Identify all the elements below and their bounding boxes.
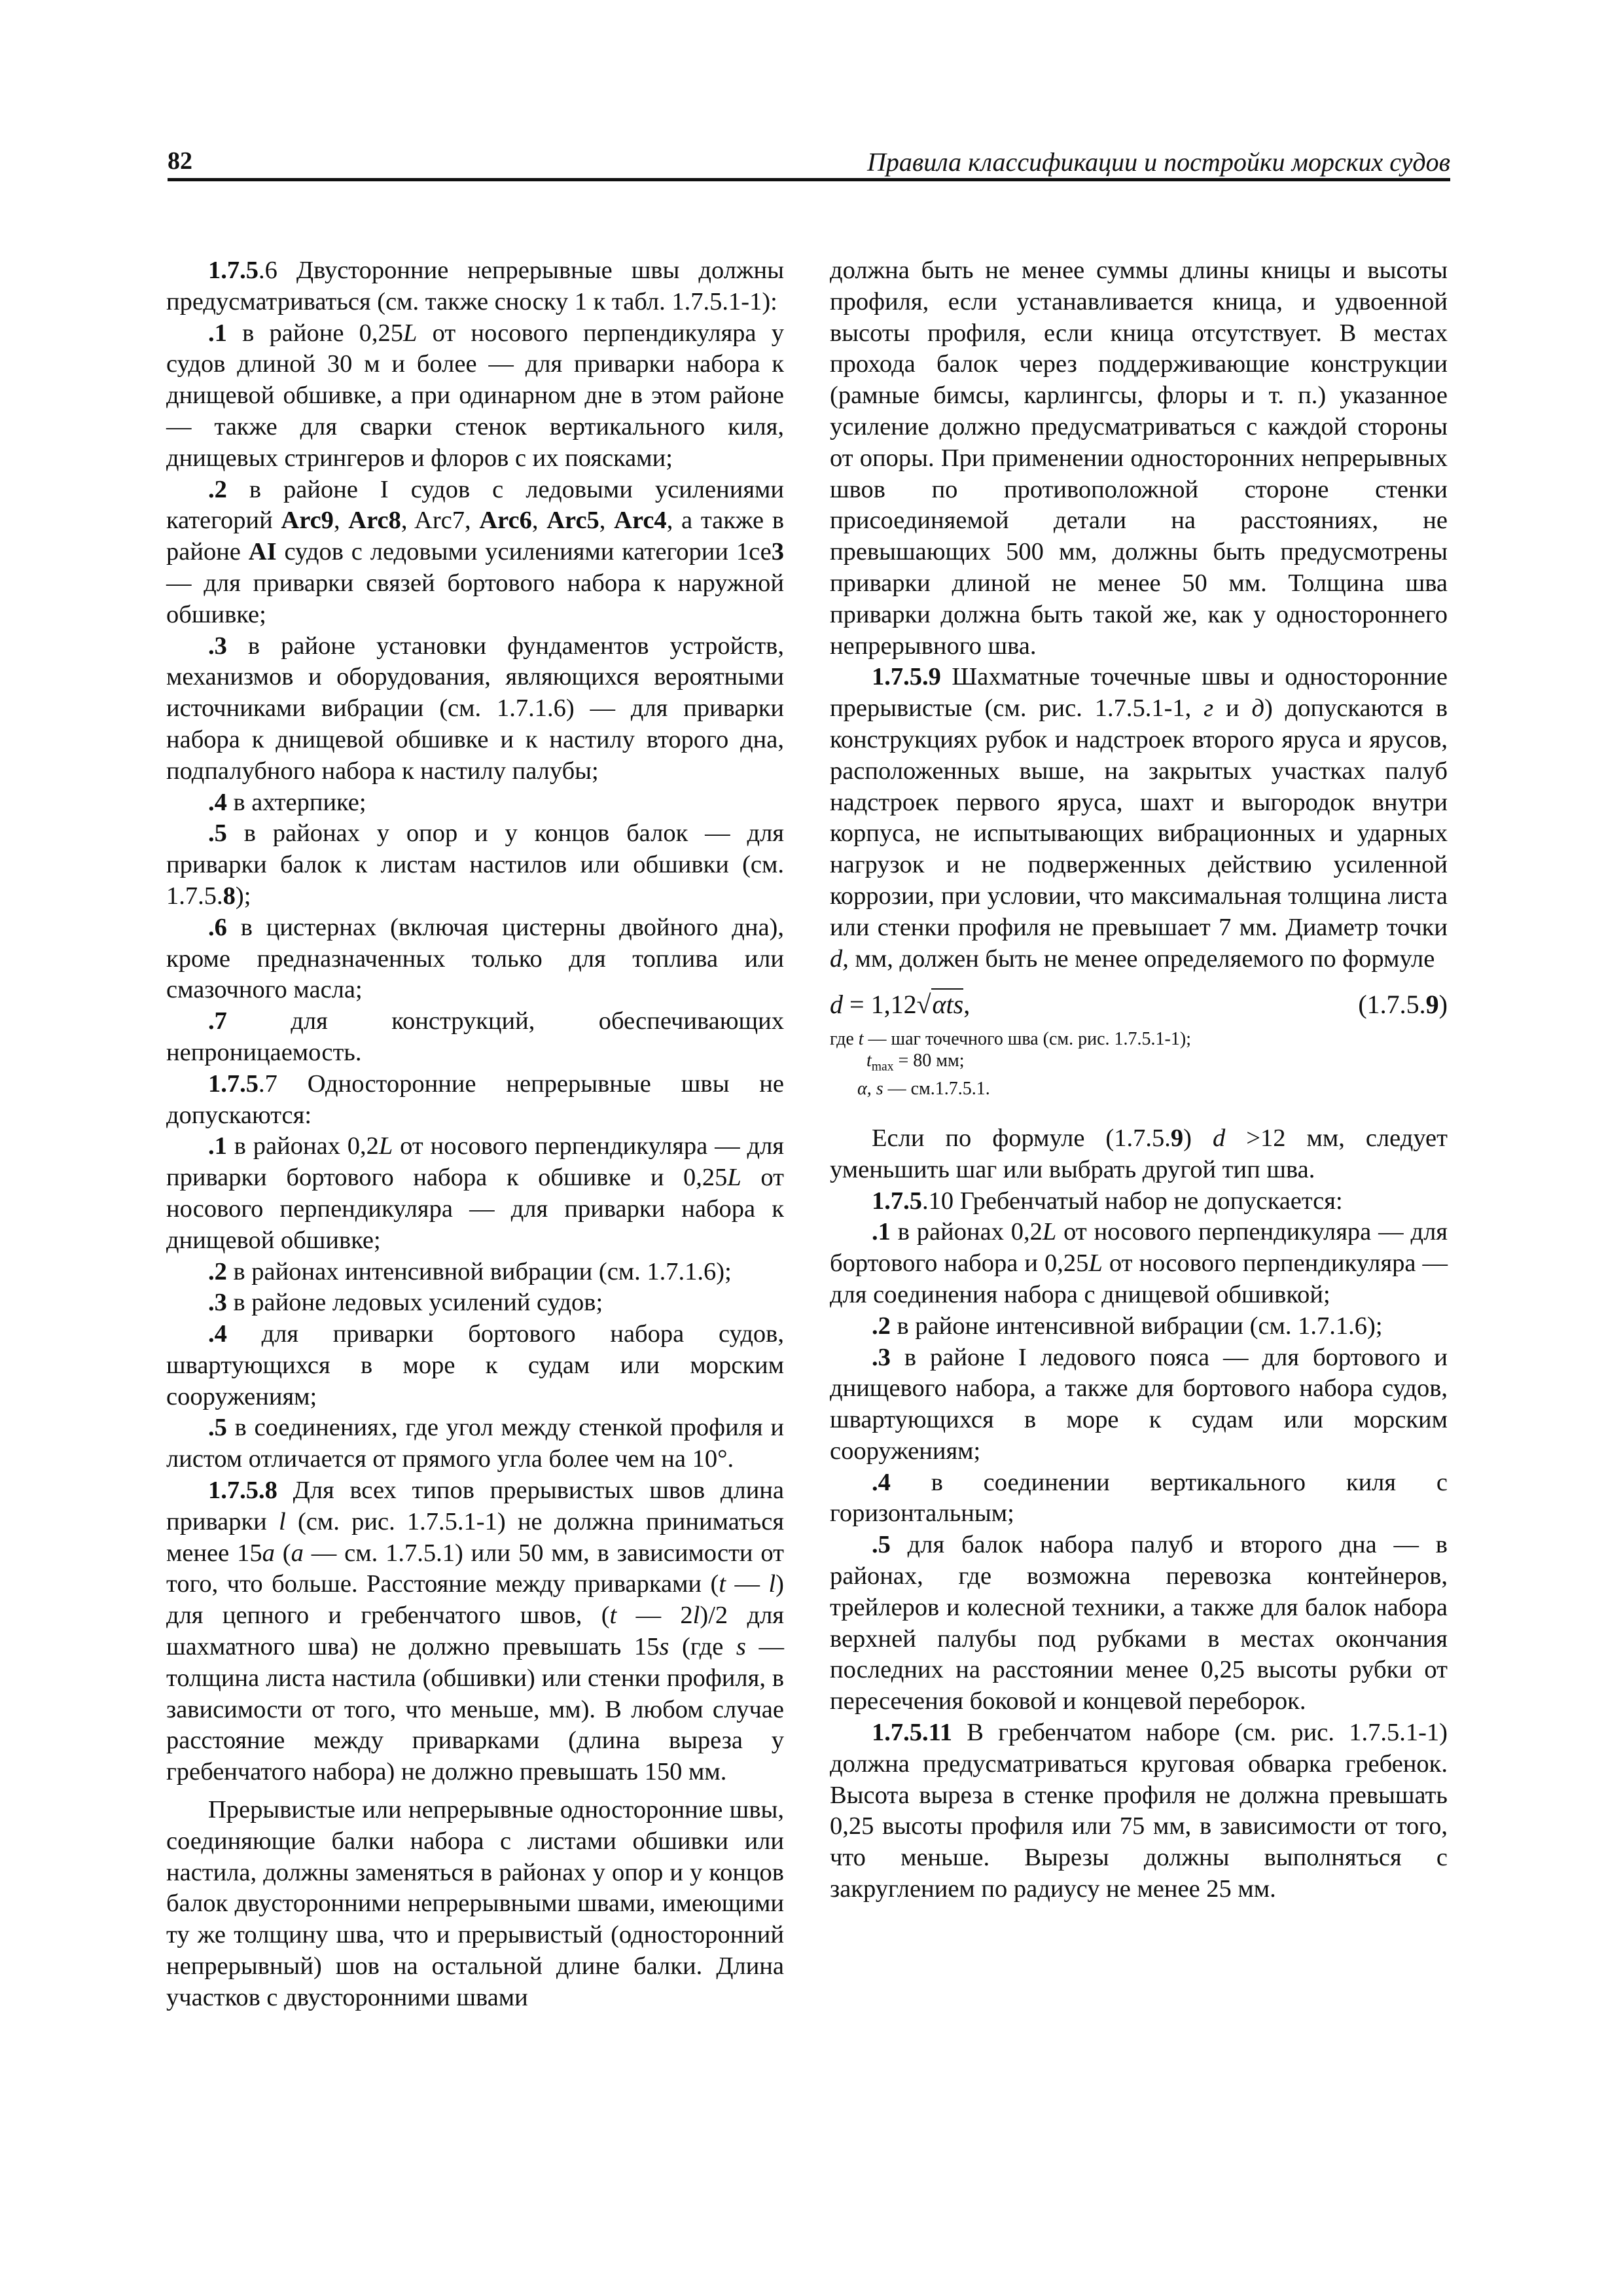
list-item: .4 для приварки бортового набора судов, швартующихся в море к судам или морским сооружениям;	[166, 1320, 784, 1410]
clause-number: 1.7.5.11	[872, 1719, 953, 1747]
list-item: .2 в районе интенсивной вибрации (см. 1.7.1.6);	[872, 1312, 1383, 1340]
paragraph-1-7-5-6: 1.7.5.6 Двусторонние непрерывные швы должны предусматриваться (см. также сноску 1 к табл. 1.7.5.1-1):	[166, 257, 784, 315]
clause-number: 1.7.5	[208, 1069, 259, 1098]
list-item: .1 в районах 0,2L от носового перпендикуляра — для приварки бортового набора к обшивке и 0,25L от носового перпендикуляра — для приварки набора к днищевой обшивке;	[166, 1132, 784, 1254]
page-header	[168, 141, 1450, 178]
list-item: .3 в районе I ледового пояса — для бортового и днищевого набора, а также для бортового набора судов, швартующихся в море к судам или морским сооружениям;	[830, 1343, 1448, 1465]
clause-number: 1.7.5	[872, 1187, 922, 1215]
list-item: .5 в районах у опор и у концов балок — для приварки балок к листам настилов или обшивки (см. 1.7.5.8);	[166, 819, 784, 910]
page-number: 82	[168, 147, 192, 175]
paragraph: должна быть не менее суммы длины кницы и высоты профиля, если устанавливается кница, и удвоенной высоты профиля, если кница отсутствует. В местах прохода балок через поддерживающие конструкции (рамные бимсы, карлингсы, флоры и т. п.) указанное усиление должно предусматриваться с каждой стороны от опоры. При применении односторонних непрерывных швов по противоположной стороне стенки присоединяемой детали на расстояниях, не превышающих 500 мм, должны быть предусмотрены приварки длиной не менее 50 мм. Толщина шва приварки должна быть такой же, как у одностороннего непрерывного шва.	[830, 257, 1448, 660]
list-item: .3 в районе ледовых усилений судов;	[208, 1289, 603, 1317]
paragraph-1-7-5-11: 1.7.5.11 В гребенчатом наборе (см. рис. 1.7.5.1-1) должна предусматриваться круговая обварка гребенок. Высота выреза в стенке профиля не должна превышать 0,25 высоты профиля или 75 мм, в зависимости от того, что меньше. Вырезы должны выполняться с закруглением по радиусу не менее 25 мм.	[830, 1719, 1448, 1903]
list-item: .5 в соединениях, где угол между стенкой профиля и листом отличается от прямого угла более чем на 10°.	[166, 1414, 784, 1473]
paragraph-1-7-5-10: 1.7.5.10 Гребенчатый набор не допускается:	[872, 1187, 1343, 1215]
running-title: Правила классификации и постройки морских судов	[866, 147, 1450, 177]
clause-number: 1.7.5.8	[208, 1477, 277, 1505]
list-item: .2 в районе I судов с ледовыми усилениями категорий Arc9, Arc8, Arc7, Arc6, Arc5, Arc4, а также в районе AI судов с ледовыми усилениями категории 1се3 — для приварки связей бортового набора к наружной обшивке;	[166, 475, 784, 628]
formula-number: (1.7.5.9)	[1358, 990, 1448, 1020]
sqrt-sign: √	[916, 990, 931, 1020]
paragraph-1-7-5-9: 1.7.5.9 Шахматные точечные швы и односторонние прерывистые (см. рис. 1.7.5.1-1, г и д) допускаются в конструкциях рубок и надстроек второго яруса и ярусов, расположенных выше, на закрытых участках палуб надстроек первого яруса, шахт и выгородок внутри корпуса, не испытывающих вибрационных и ударных нагрузок и не подверженных действию усиленной коррозии, при условии, что максимальная толщина листа или стенки профиля не превышает 7 мм. Диаметр точки d, мм, должен быть не менее определяемого по формуле	[830, 663, 1448, 973]
paragraph: Если по формуле (1.7.5.9) d >12 мм, следует уменьшить шаг или выбрать другой тип шва.	[830, 1124, 1448, 1183]
list-item: .7 для конструкций, обеспечивающих непроницаемость.	[166, 1007, 784, 1066]
left-column	[166, 255, 784, 2014]
list-item: .4 в соединении вертикального киля с горизонтальным;	[830, 1468, 1448, 1528]
paragraph-1-7-5-8: 1.7.5.8 Для всех типов прерывистых швов длина приварки l (см. рис. 1.7.5.1-1) не должна приниматься менее 15a (a — см. 1.7.5.1) или 50 мм, в зависимости от того, что больше. Расстояние между приварками (t — l) для цепного и гребенчатого швов, (t — 2l)/2 для шахматного шва) не должно превышать 15s (где s — толщина листа настила (обшивки) или стенки профиля, в зависимости от того, что меньше, мм). В любом случае расстояние между приварками (длина выреза у гребенчатого набора) не должно превышать 150 мм.	[166, 1477, 785, 1786]
paragraph: Прерывистые или непрерывные односторонние швы, соединяющие балки набора с листами обшивки или настила, должны заменяться в районах у опор и у концов балок двусторонними непрерывными швами, имеющими ту же толщину шва, что и прерывистый (односторонний непрерывный) шов на остальной длине балки. Длина участков с двусторонними швами	[166, 1796, 784, 2011]
list-item: .2 в районах интенсивной вибрации (см. 1.7.1.6);	[208, 1257, 732, 1285]
formula-legend: где t — шаг точечного шва (см. рис. 1.7.5.1-1); $t_{max} = 80$ мм; α, s — см.1.7.5.1.	[830, 1029, 1191, 1099]
list-item: .5 для балок набора палуб и второго дна — в районах, где возможна перевозка контейнеров, трейлеров и колесной техники, а также для балок набора верхней палубы под рубками в местах окончания последних на расстоянии менее 0,25 высоты рубки от пересечения боковой и концевой переборок.	[830, 1531, 1448, 1715]
list-item: .1 в районах 0,2L от носового перпендикуляра — для бортового набора и 0,25L от носового перпендикуляра — для соединения набора с днищевой обшивкой;	[830, 1218, 1448, 1308]
clause-number: 1.7.5.9	[872, 663, 941, 691]
clause-number: 1.7.5	[208, 257, 259, 284]
formula-expression: d = 1,12√αts,	[830, 990, 971, 1020]
paragraph-1-7-5-7: 1.7.5.7 Односторонние непрерывные швы не допускаются:	[166, 1069, 784, 1129]
list-item: .4 в ахтерпике;	[208, 788, 366, 816]
list-item: .6 в цистернах (включая цистерны двойного дна), кроме предназначенных только для топлива или смазочного масла;	[166, 913, 784, 1004]
header-rule	[168, 178, 1450, 181]
formula	[830, 986, 1448, 1026]
list-item: .1 в районе 0,25L от носового перпендикуляра у судов длиной 30 м и более — для приварки набора к днищевой обшивке, а при одинарном дне в этом районе — также для сварки стенок вертикального киля, днищевых стрингеров и флоров с их поясками;	[166, 319, 784, 472]
list-item: .3 в районе установки фундаментов устройств, механизмов и оборудования, являющихся вероятными источниками вибрации (см. 1.7.1.6) — для приварки набора к днищевой обшивке и к настилу второго дна, подпалубного набора к настилу палубы;	[166, 632, 784, 785]
right-column	[830, 255, 1448, 1905]
